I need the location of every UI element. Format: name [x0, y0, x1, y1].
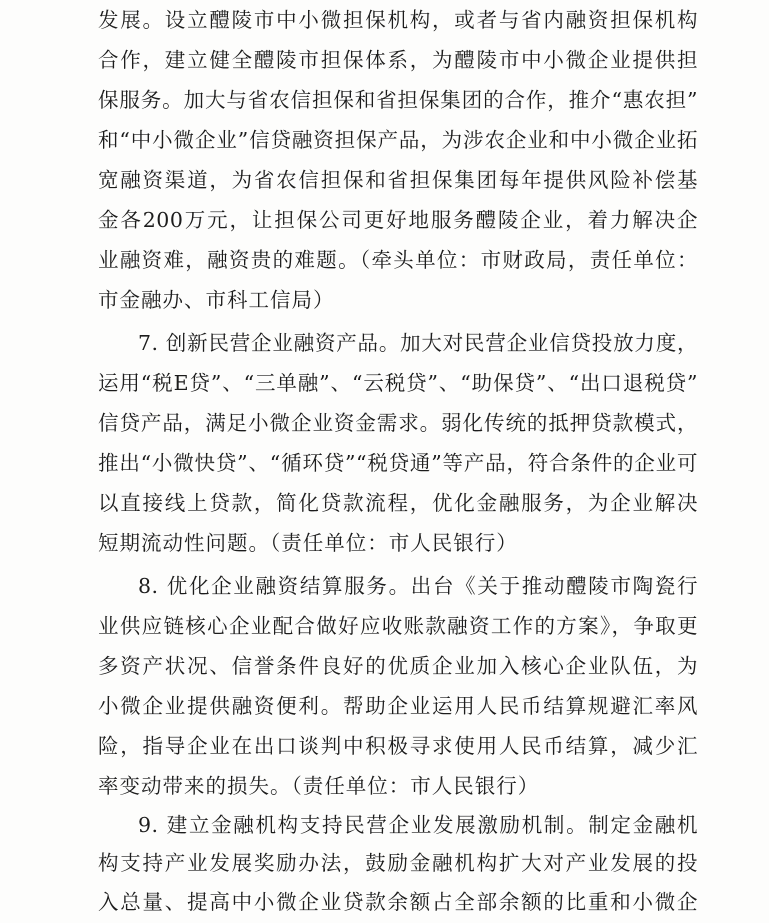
paragraph-line: 市金融办、市科工信局）: [98, 288, 335, 312]
paragraph-line: 率变动带来的损失。（责任单位：市人民银行）: [98, 774, 540, 798]
section-heading-line: 9. 建立金融机构支持民营企业发展激励机制。制定金融机: [138, 813, 698, 837]
paragraph-line: 合作，建立健全醴陵市担保体系，为醴陵市中小微企业提供担: [98, 48, 698, 72]
section-heading-line: 7. 创新民营企业融资产品。加大对民营企业信贷投放力度，: [138, 331, 698, 355]
paragraph-line: 宽融资渠道，为省农信担保和省担保集团每年提供风险补偿基: [98, 168, 698, 192]
paragraph-line: 小微企业提供融资便利。帮助企业运用人民币结算规避汇率风: [98, 694, 698, 718]
paragraph-line: 运用“税E贷”、“三单融”、“云税贷”、“助保贷”、“出口退税贷”: [98, 371, 698, 395]
paragraph-line: 业融资难，融资贵的难题。（牵头单位：市财政局，责任单位：: [98, 248, 698, 272]
paragraph-line: 短期流动性问题。（责任单位：市人民银行）: [98, 531, 518, 555]
paragraph-line: 推出“小微快贷”、“循环贷”“税贷通”等产品，符合条件的企业可: [98, 451, 698, 475]
paragraph-line: 多资产状况、信誉条件良好的优质企业加入核心企业队伍，为: [98, 654, 698, 678]
paragraph-line: 和“中小微企业”信贷融资担保产品，为涉农企业和中小微企业拓: [98, 128, 698, 152]
paragraph-line: 信贷产品，满足小微企业资金需求。弱化传统的抵押贷款模式，: [98, 411, 698, 435]
paragraph-line: 险，指导企业在出口谈判中积极寻求使用人民币结算，减少汇: [98, 734, 698, 758]
paragraph-line: 入总量、提高中小微企业贷款余额占全部余额的比重和小微企: [98, 890, 698, 914]
section-heading-line: 8. 优化企业融资结算服务。出台《关于推动醴陵市陶瓷行: [138, 574, 698, 598]
paragraph-line: 发展。设立醴陵市中小微担保机构，或者与省内融资担保机构: [98, 8, 698, 32]
paragraph-line: 保服务。加大与省农信担保和省担保集团的合作，推介“惠农担”: [98, 88, 698, 112]
paragraph-line: 以直接线上贷款，简化贷款流程，优化金融服务，为企业解决: [98, 491, 698, 515]
paragraph-line: 构支持产业发展奖励办法，鼓励金融机构扩大对产业发展的投: [98, 851, 698, 875]
paragraph-line: 业供应链核心企业配合做好应收账款融资工作的方案》，争取更: [98, 614, 698, 638]
paragraph-line: 金各200万元，让担保公司更好地服务醴陵企业，着力解决企: [98, 208, 698, 232]
